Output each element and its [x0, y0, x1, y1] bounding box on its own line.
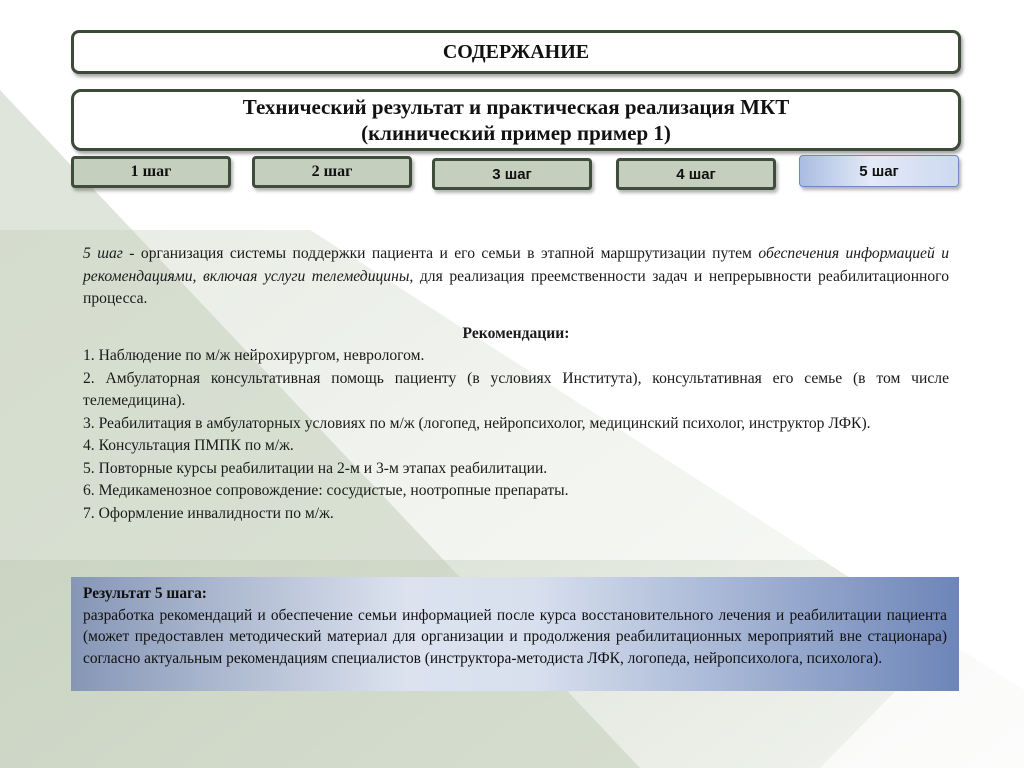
- page-header: [71, 30, 961, 74]
- intro-text-1: - организация системы поддержки пациента и его семьи в этапной маршрутизации путем: [122, 245, 759, 262]
- step-2-label: 2 шаг: [311, 163, 353, 180]
- recommendation-item-1: 1. Наблюдение по м/ж нейрохирургом, неврологом.: [83, 347, 425, 364]
- step-description: [83, 243, 949, 525]
- intro-paragraph: [83, 243, 949, 311]
- step-2-button[interactable]: [252, 156, 412, 188]
- recommendation-item-7: 7. Оформление инвалидности по м/ж.: [83, 504, 334, 522]
- step-4-label: 4 шаг: [676, 165, 716, 183]
- recommendation-item-6: 6. Медикаменозное сопровождение: сосудистые, ноотропные препараты.: [83, 482, 569, 499]
- step-5-label: 5 шаг: [859, 162, 899, 180]
- section-title: [71, 89, 961, 151]
- header-title: СОДЕРЖАНИЕ: [442, 40, 590, 63]
- section-title-line-2: (клинический пример пример 1): [361, 121, 671, 145]
- result-text: разработка рекомендаций и обеспечение семьи информацией после курса восстановительного лечения и реабилитации пациента (может предоставлен методический материал для организации и продолжения реабилитационных мероприятий вне стационара) согласно актуальным рекомендациям специалистов (инструктора-методиста ЛФК, логопеда, нейропсихолога, психолога).: [83, 606, 947, 667]
- recommendation-item-3: 3. Реабилитация в амбулаторных условиях по м/ж (логопед, нейропсихолог, медицинский психолог, инструктор ЛФК).: [83, 414, 871, 432]
- section-title-line-1: Технический результат и практическая реализация МКТ: [242, 95, 790, 119]
- step-4-button[interactable]: [616, 158, 776, 190]
- step-3-label: 3 шаг: [492, 165, 532, 183]
- result-box: [71, 577, 959, 691]
- intro-step-label: 5 шаг: [83, 245, 123, 262]
- recommendation-item-4: 4. Консультация ПМПК по м/ж.: [83, 437, 294, 454]
- recommendation-item-2: 2. Амбулаторная консультативная помощь пациенту (в условиях Института), консультативная его семье (в том числе телемедицина).: [83, 369, 949, 409]
- step-1-button[interactable]: [71, 156, 231, 188]
- step-5-button[interactable]: [799, 155, 959, 187]
- recommendations-title: Рекомендации:: [462, 324, 570, 342]
- intro-italic-text: обеспечения информацией и рекомендациями, включая услуги телемедицины,: [83, 245, 949, 285]
- recommendation-item-5: 5. Повторные курсы реабилитации на 2-м и 3-м этапах реабилитации.: [83, 459, 548, 477]
- step-1-label: 1 шаг: [130, 163, 172, 180]
- result-title: Результат 5 шага:: [83, 585, 207, 602]
- intro-text-2: для реализация преемственности задач и непрерывности реабилитационного процесса.: [83, 267, 949, 307]
- step-3-button[interactable]: [432, 158, 592, 190]
